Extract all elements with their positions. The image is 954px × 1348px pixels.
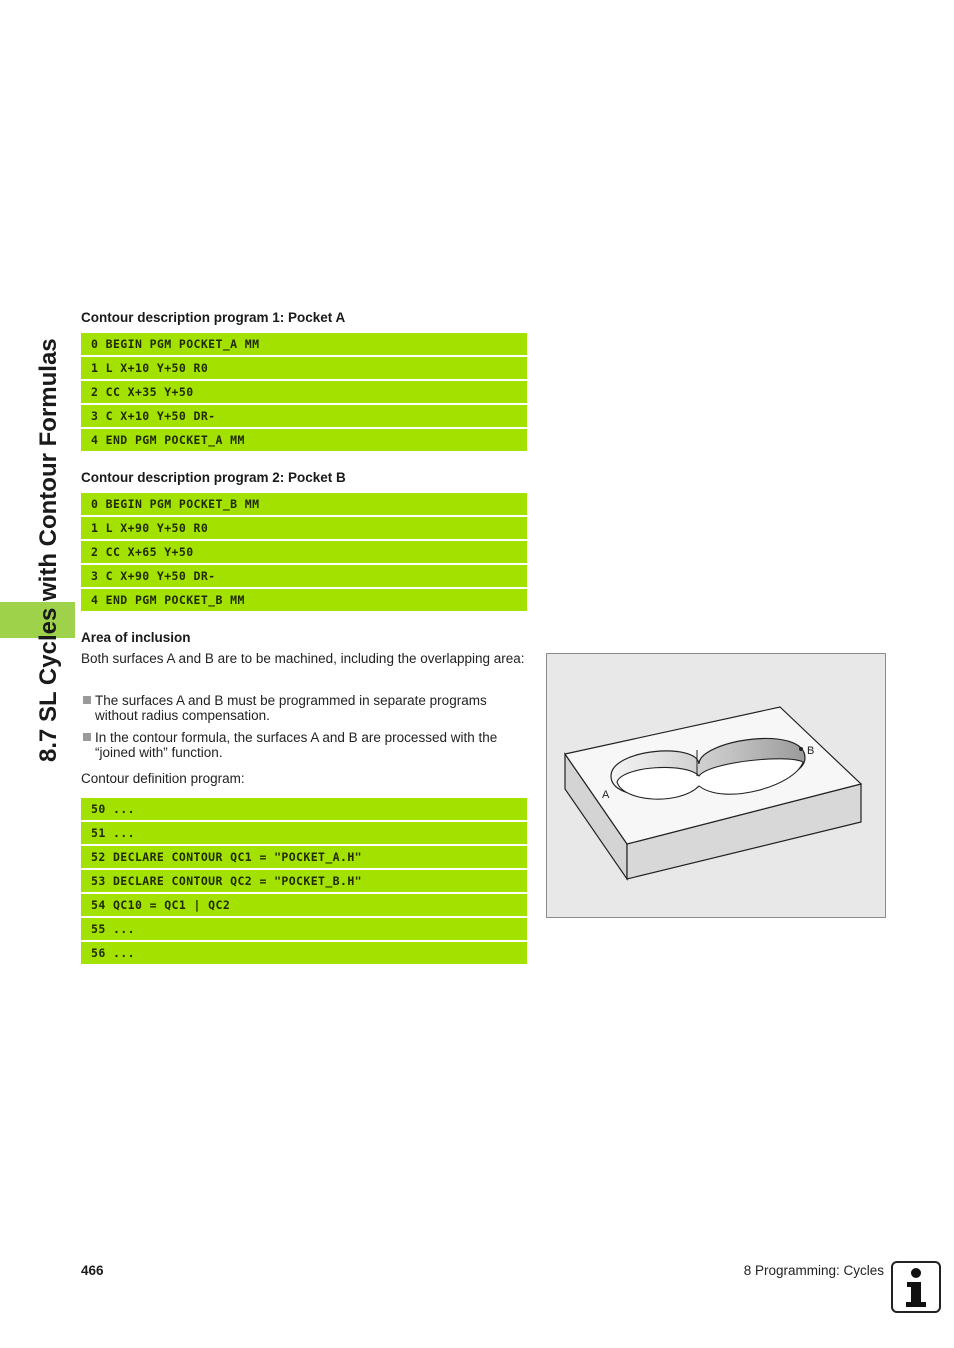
intro-paragraph: Both surfaces A and B are to be machined, including the overlapping area: — [81, 651, 525, 666]
code-line: 0 BEGIN PGM POCKET_A MM — [81, 333, 527, 355]
definition-label: Contour definition program: — [81, 771, 245, 786]
chapter-title: 8.7 SL Cycles with Contour Formulas — [35, 338, 62, 762]
pocket-illustration — [546, 653, 886, 918]
code-line: 53 DECLARE CONTOUR QC2 = "POCKET_B.H" — [81, 870, 527, 892]
page-number: 466 — [81, 1263, 104, 1278]
section-heading-inclusion: Area of inclusion — [81, 630, 191, 645]
bullet-square-icon — [83, 696, 91, 704]
info-icon — [891, 1261, 941, 1313]
code-line: 2 CC X+65 Y+50 — [81, 541, 527, 563]
marker-b-dot — [799, 747, 803, 751]
code-line: 50 ... — [81, 798, 527, 820]
code-line: 55 ... — [81, 918, 527, 940]
bullet-item — [81, 730, 527, 760]
code-line: 3 C X+10 Y+50 DR- — [81, 405, 527, 427]
code-line: 56 ... — [81, 942, 527, 964]
label-b: B — [807, 745, 815, 757]
code-line: 1 L X+10 Y+50 R0 — [81, 357, 527, 379]
code-block-pocket-b — [81, 493, 527, 613]
code-line: 3 C X+90 Y+50 DR- — [81, 565, 527, 587]
section-heading-pocket-b: Contour description program 2: Pocket B — [81, 470, 346, 485]
code-line: 52 DECLARE CONTOUR QC1 = "POCKET_A.H" — [81, 846, 527, 868]
section-heading-pocket-a: Contour description program 1: Pocket A — [81, 310, 346, 325]
bullet-square-icon — [83, 733, 91, 741]
label-a: A — [602, 789, 610, 801]
code-line: 54 QC10 = QC1 | QC2 — [81, 894, 527, 916]
code-line: 4 END PGM POCKET_A MM — [81, 429, 527, 451]
bullet-text: In the contour formula, the surfaces A and B are processed with the “joined with” function. — [95, 730, 498, 760]
code-line: 2 CC X+35 Y+50 — [81, 381, 527, 403]
workpiece-drawing — [547, 654, 885, 917]
code-block-pocket-a — [81, 333, 527, 453]
bullet-item — [81, 693, 527, 723]
footer-chapter: 8 Programming: Cycles — [743, 1263, 884, 1278]
code-line: 0 BEGIN PGM POCKET_B MM — [81, 493, 527, 515]
code-line: 1 L X+90 Y+50 R0 — [81, 517, 527, 539]
code-block-definition — [81, 798, 527, 966]
code-line: 51 ... — [81, 822, 527, 844]
code-line: 4 END PGM POCKET_B MM — [81, 589, 527, 611]
bullet-text: The surfaces A and B must be programmed in separate programs without radius compensation. — [95, 693, 487, 723]
